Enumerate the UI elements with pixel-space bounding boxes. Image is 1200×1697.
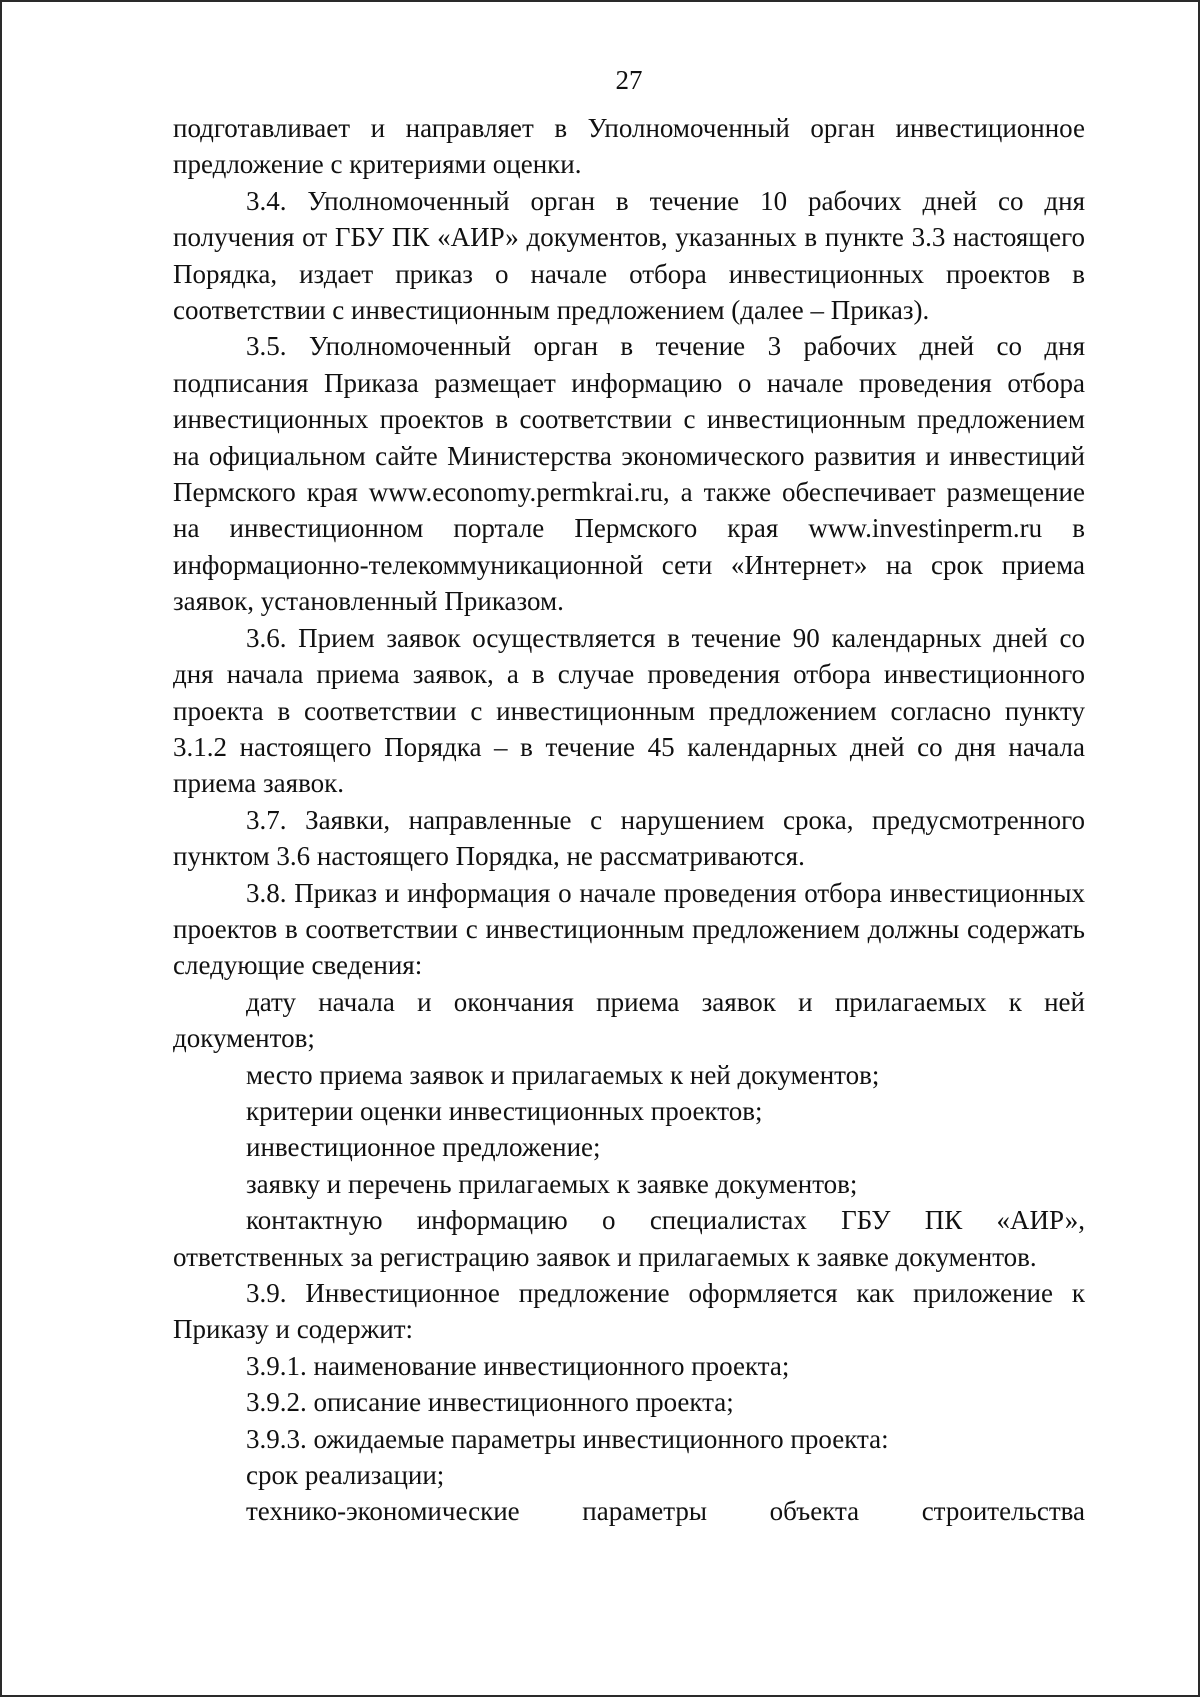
paragraph: 3.7. Заявки, направленные с нарушением срока, предусмотренного пунктом 3.6 настоящего Порядка, не рассматриваются. xyxy=(173,804,1085,872)
paragraph: инвестиционное предложение; xyxy=(246,1132,601,1163)
paragraph: 3.9.3. ожидаемые параметры инвестиционного проекта: xyxy=(246,1423,889,1454)
paragraph: 3.4. Уполномоченный орган в течение 10 рабочих дней со дня получения от ГБУ ПК «АИР» документов, указанных в пункте 3.3 настоящего Порядка, издает приказ о начале отбора инвестиционных проектов в соответствии с инвестиционным предложением (далее – Приказ). xyxy=(173,185,1085,326)
paragraph: место приема заявок и прилагаемых к ней документов; xyxy=(246,1059,880,1090)
paragraph: 3.8. Приказ и информация о начале проведения отбора инвестиционных проектов в соответствии с инвестиционным предложением должны содержать следующие сведения: xyxy=(173,877,1085,981)
paragraph: срок реализации; xyxy=(246,1460,445,1491)
paragraph: критерии оценки инвестиционных проектов; xyxy=(246,1095,763,1126)
paragraph: 3.9.2. описание инвестиционного проекта; xyxy=(246,1387,734,1418)
paragraph: 3.5. Уполномоченный орган в течение 3 рабочих дней со дня подписания Приказа размещает информацию о начале проведения отбора инвестиционных проектов в соответствии с инвестиционным предложением на официальном сайте Министерства экономического развития и инвестиций Пермского края www.economy.permkrai.ru, а также обеспечивает размещение на инвестиционном портале Пермского края www.investinperm.ru в информационно-телекоммуникационной сети «Интернет» на срок приема заявок, установленный Приказом. xyxy=(173,331,1085,617)
paragraph: дату начала и окончания приема заявок и прилагаемых к ней документов; xyxy=(173,986,1085,1054)
document-page xyxy=(173,62,1085,1530)
paragraph: 3.9.1. наименование инвестиционного проекта; xyxy=(246,1350,790,1381)
paragraph: контактную информацию о специалистах ГБУ ПК «АИР», ответственных за регистрацию заявок и прилагаемых к заявке документов. xyxy=(173,1205,1085,1272)
document-body xyxy=(173,110,1085,1530)
paragraph: 3.9. Инвестиционное предложение оформляется как приложение к Приказу и содержит: xyxy=(173,1278,1085,1345)
page-number: 27 xyxy=(615,65,643,95)
paragraph: подготавливает и направляет в Уполномоченный орган инвестиционное предложение с критериями оценки. xyxy=(173,113,1085,180)
paragraph: заявку и перечень прилагаемых к заявке документов; xyxy=(246,1168,858,1199)
paragraph: технико-экономические параметры объекта строительства xyxy=(246,1496,1085,1527)
paragraph: 3.6. Прием заявок осуществляется в течение 90 календарных дней со дня начала приема заявок, а в случае проведения отбора инвестиционного проекта в соответствии с инвестиционным предложением согласно пункту 3.1.2 настоящего Порядка – в течение 45 календарных дней со дня начала приема заявок. xyxy=(173,622,1085,799)
